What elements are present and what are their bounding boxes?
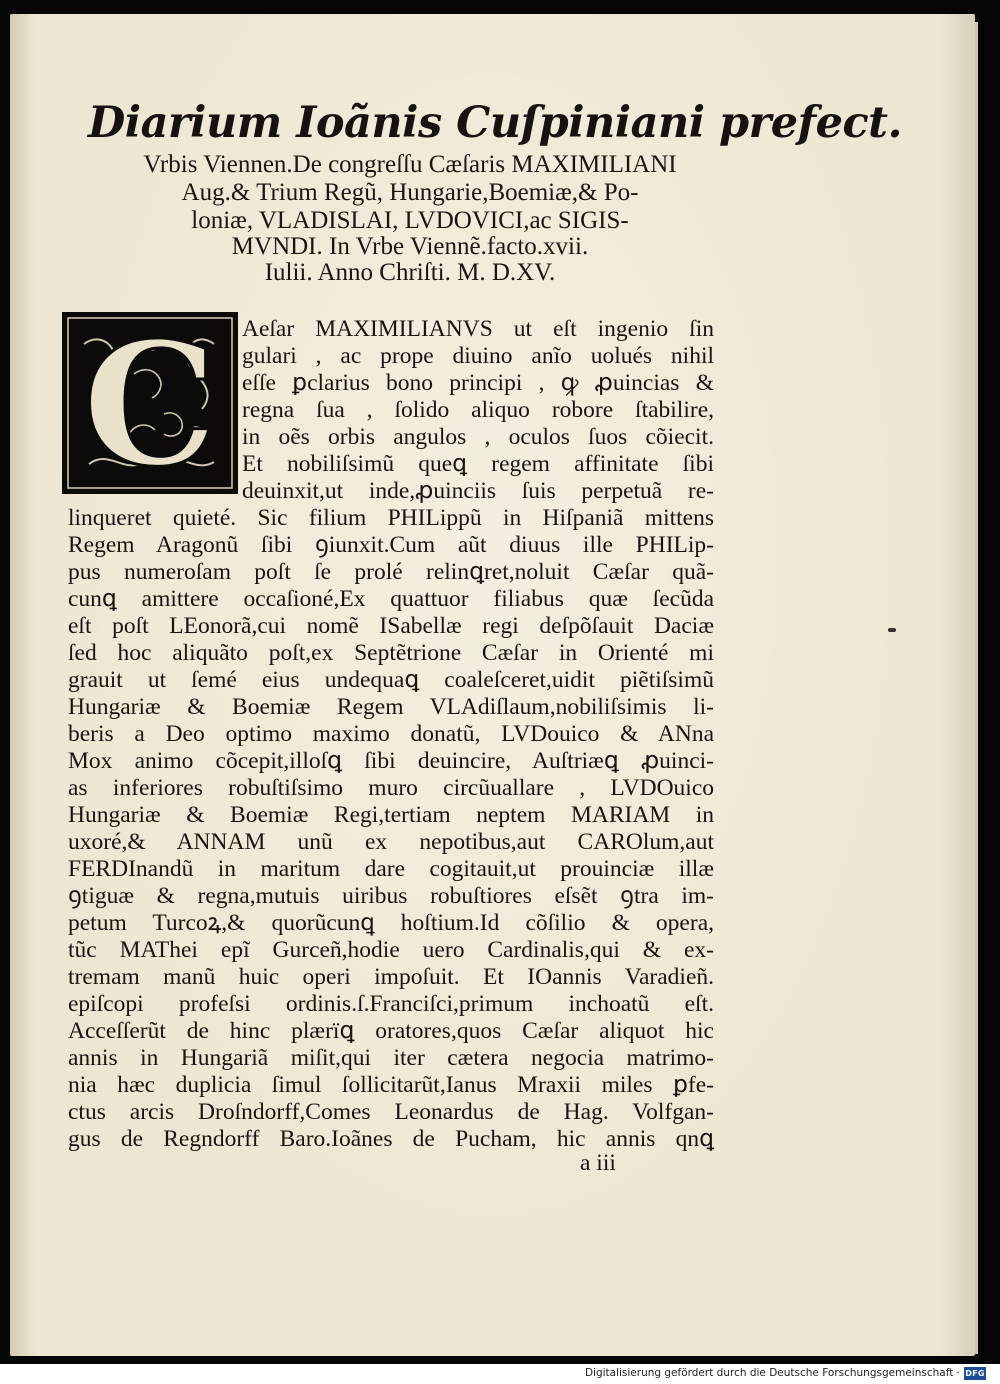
body-line-6: Et nobiliſsimũ queꝗ regem affinitate ſibi <box>242 451 714 477</box>
body-line-15: Hungariæ & Boemiæ Regem VLAdiſlaum,nobiliſsimis li- <box>68 694 714 720</box>
page-heading: Diarium Ioãnis Cuſpiniani prefect. <box>88 98 903 148</box>
body-line-22: ꝯtiguæ & regna,mutuis uiribus robuſtiores eſsẽt ꝯtra im- <box>68 883 714 909</box>
body-line-21: FERDInandũ in maritum dare cogitauit,ut prouinciæ illæ <box>68 856 714 882</box>
funding-credit: Digitalisierung gefördert durch die Deutsche Forschungsgemeinschaft · <box>584 1367 960 1379</box>
body-line-25: tremam manũ huic operi impoſuit. Et IOannis Varadieñ. <box>68 964 714 990</box>
subheading-line-4: MVNDI. In Vrbe Viennẽ.facto.xvii. <box>231 233 589 260</box>
body-line-17: Mox animo cõcepit,illoſꝗ ſibi deuincire, Auſtriæꝗ ꝓuinci- <box>68 748 714 774</box>
body-line-13: ſed hoc aliquãto poſt,ex Septẽtrione Cæſar in Orienté mi <box>68 640 714 666</box>
body-line-9: Regem Aragonũ ſibi ꝯiunxit.Cum aũt diuus ille PHILip- <box>68 532 714 558</box>
body-line-4: regna ſua , ſolido aliquo robore ſtabilire, <box>242 397 714 423</box>
subheading-line-3: loniæ, VLADISLAI, LVDOVICI,ac SIGIS- <box>191 207 629 234</box>
body-line-23: petum Turcoꝝ,& quorũcunꝗ hoſtium.Id cõſilio & opera, <box>68 910 714 936</box>
subheading-line-5: Iulii. Anno Chriſti. M. D.XV. <box>264 259 556 286</box>
body-line-18: as inferiores robuſtiſsimo muro circũuallare , LVDOuico <box>68 775 714 801</box>
body-line-26: epiſcopi profeſsi ordinis.ſ.Franciſci,primum inchoatũ eſt. <box>68 991 714 1017</box>
dfg-logo-icon: DFG <box>965 1369 985 1378</box>
signature-mark: a iii <box>580 1150 616 1176</box>
body-line-27: Acceſſerũt de hinc plærïꝗ oratores,quos Cæſar aliquot hic <box>68 1018 714 1044</box>
body-line-1: Aeſar MAXIMILIANVS ut eſt ingenio ſin <box>242 316 714 342</box>
body-line-11: cunꝗ amittere occaſioné,Ex quattuor filiabus quæ ſecũda <box>68 586 714 612</box>
page-edge-strip <box>975 22 978 1354</box>
body-line-28: annis in Hungariã miſit,qui iter cætera negocia matrimo- <box>68 1045 714 1071</box>
body-line-20: uxoré,& ANNAM unũ ex nepotibus,aut CAROlum,aut <box>68 829 714 855</box>
footer-bar <box>0 1364 1000 1384</box>
body-line-3: eſſe ꝑclarius bono principi , ꝙ ꝓuincias & <box>242 370 714 396</box>
body-line-8: linqueret quieté. Sic filium PHILippũ in Hiſpaniã mittens <box>68 505 714 531</box>
subheading-line-1: Vrbis Viennen.De congreſſu Cæſaris MAXIMILIANI <box>143 151 677 178</box>
body-line-19: Hungariæ & Boemiæ Regi,tertiam neptem MARIAM in <box>68 802 714 828</box>
body-line-31: gus de Regndorff Baro.Ioãnes de Pucham, hic annis qnꝗ <box>68 1126 714 1152</box>
body-line-5: in oẽs orbis angulos , oculos ſuos cõiecit. <box>242 424 714 450</box>
body-line-10: pus numeroſam poſt ſe prolé relinꝗret,noluit Cæſar quã- <box>68 559 714 585</box>
decorated-initial-letter <box>62 312 238 494</box>
body-line-29: nia hæc duplicia ſimul ſollicitarũt,Ianus Mraxii miles ꝑfe- <box>68 1072 714 1098</box>
body-line-14: grauit ut ſemé eius undequaꝗ coaleſceret,uidit piẽtiſsimũ <box>68 667 714 693</box>
body-line-12: eſt poſt LEonorã,cui nomẽ ISabellæ regi deſpõſauit Daciæ <box>68 613 714 639</box>
body-line-7: deuinxit,ut inde,ꝓuinciis ſuis perpetuã re- <box>242 478 714 504</box>
subheading-line-2: Aug.& Trium Regũ, Hungarie,Boemiæ,& Po- <box>181 179 639 206</box>
body-line-2: gulari , ac prope diuino anĩo uolués nihil <box>242 343 714 369</box>
ink-speck <box>888 628 896 632</box>
initial-letter-glyph: C <box>82 314 218 492</box>
body-line-16: beris a Deo optimo maximo donatũ, LVDouico & ANna <box>68 721 714 747</box>
body-line-24: tũc MAThei epĩ Gurceñ,hodie uero Cardinalis,qui & ex- <box>68 937 714 963</box>
body-line-30: ctus arcis Droſndorff,Comes Leonardus de Hag. Volfgan- <box>68 1099 714 1125</box>
